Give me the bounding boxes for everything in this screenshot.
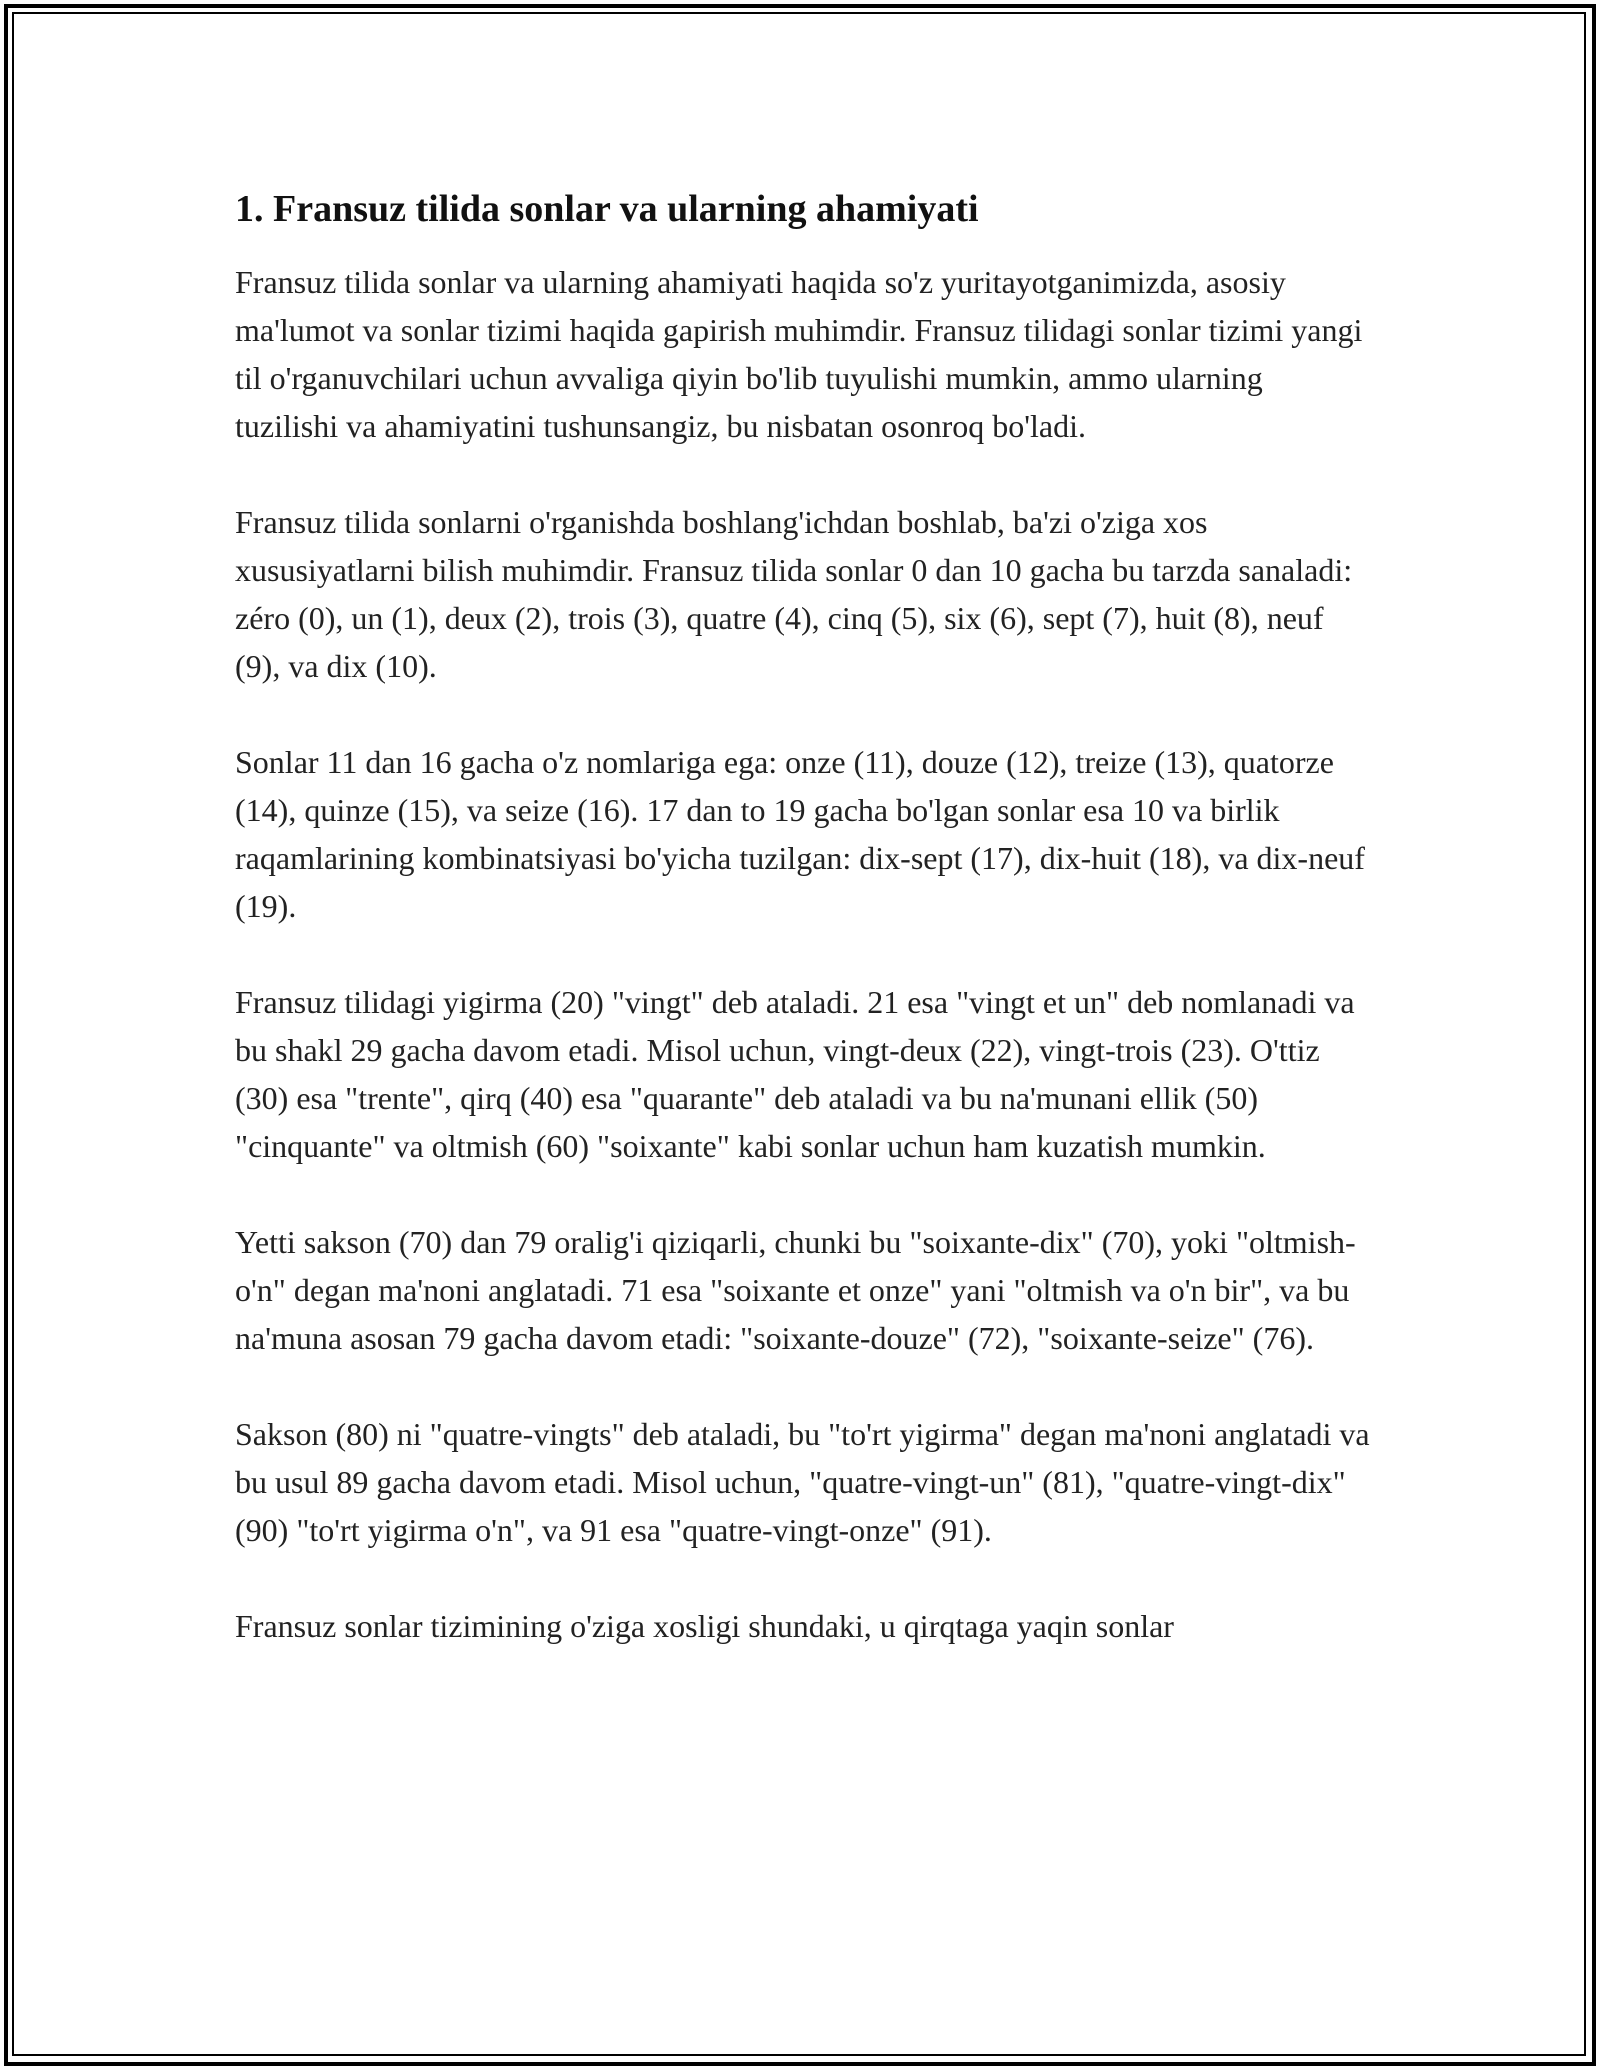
paragraph-numbers-20-60: Fransuz tilidagi yigirma (20) "vingt" deb ataladi. 21 esa "vingt et un" deb nomlanadi va bu shakl 29 gacha davom etadi. Misol uchun, vingt-deux (22), vingt-trois (23). O'ttiz (30) esa "trente", qirq (40) esa "quarante" deb ataladi va bu na'munani ellik (50) "cinquante" va oltmish (60) "soixante" kabi sonlar uchun ham kuzatish mumkin. bbox=[235, 984, 1355, 1165]
paragraph-numbers-70-79: Yetti sakson (70) dan 79 oralig'i qiziqarli, chunki bu "soixante-dix" (70), yoki "oltmish-o'n" degan ma'noni anglatadi. 71 esa "soixante et onze" yani "oltmish va o'n bir", va bu na'muna asosan 79 gacha davom etadi: "soixante-douze" (72), "soixante-seize" (76). bbox=[235, 1224, 1356, 1357]
paragraph-numbers-80-91: Sakson (80) ni "quatre-vingts" deb ataladi, bu "to'rt yigirma" degan ma'noni anglatadi va bu usul 89 gacha davom etadi. Misol uchun, "quatre-vingt-un" (81), "quatre-vingt-dix" (90) "to'rt yigirma o'n", va 91 esa "quatre-vingt-onze" (91). bbox=[235, 1416, 1370, 1549]
paragraph-conclusion: Fransuz sonlar tizimining o'ziga xosligi shundaki, u qirqtaga yaqin sonlar bbox=[235, 1608, 1174, 1645]
paragraph-numbers-0-10: Fransuz tilida sonlarni o'rganishda boshlang'ichdan boshlab, ba'zi o'ziga xos xususiyatlarni bilish muhimdir. Fransuz tilida sonlar 0 dan 10 gacha bu tarzda sanaladi: zéro (0), un (1), deux (2), trois (3), quatre (4), cinq (5), six (6), sept (7), huit (8), neuf (9), va dix (10). bbox=[235, 504, 1353, 685]
paragraph-intro: Fransuz tilida sonlar va ularning ahamiyati haqida so'z yuritayotganimizda, asosiy ma'lumot va sonlar tizimi haqida gapirish muhimdir. Fransuz tilidagi sonlar tizimi yangi til o'rganuvchilari uchun avvaliga qiyin bo'lib tuyulishi mumkin, ammo ularning tuzilishi va ahamiyatini tushunsangiz, bu nisbatan osonroq bo'ladi. bbox=[235, 264, 1363, 445]
paragraph-numbers-11-19: Sonlar 11 dan 16 gacha o'z nomlariga ega: onze (11), douze (12), treize (13), quatorze (14), quinze (15), va seize (16). 17 dan to 19 gacha bo'lgan sonlar esa 10 va birlik raqamlarining kombinatsiyasi bo'yicha tuzilgan: dix-sept (17), dix-huit (18), va dix-neuf (19). bbox=[235, 744, 1365, 925]
document-body bbox=[235, 185, 1370, 1698]
section-heading: 1. Fransuz tilida sonlar va ularning ahamiyati bbox=[235, 188, 979, 230]
